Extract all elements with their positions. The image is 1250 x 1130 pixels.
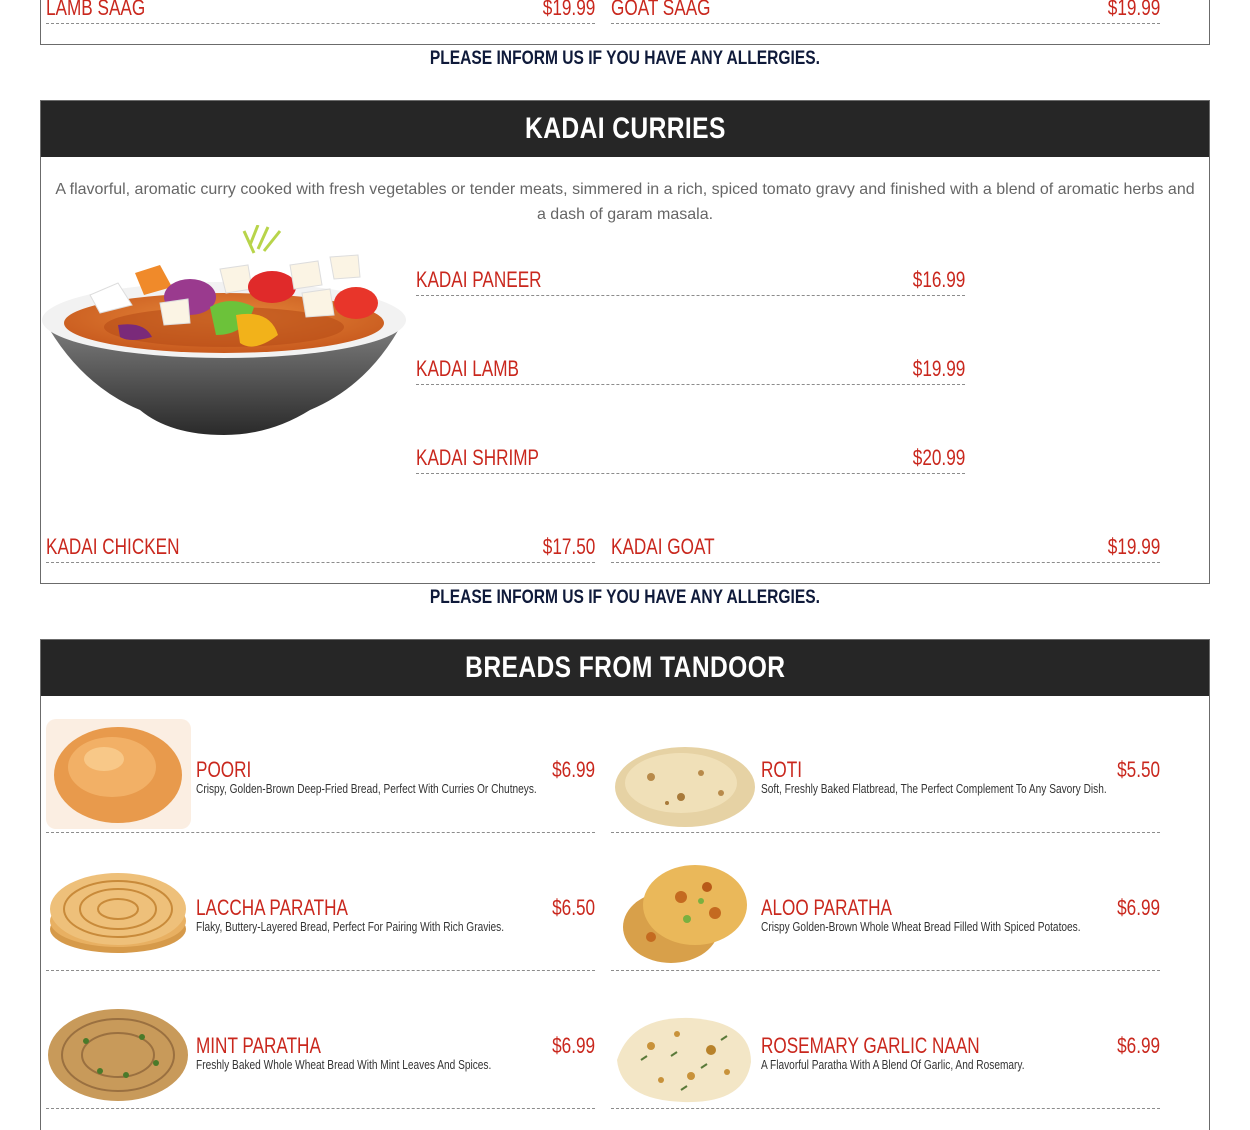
bread-item-aloo-paratha: [611, 833, 1160, 971]
bread-item-poori: [46, 695, 595, 833]
item-description: A Flavorful Paratha With A Blend Of Garlic, And Rosemary.: [761, 1057, 1025, 1072]
item-name: ALOO PARATHA: [761, 895, 892, 920]
section-header: [41, 101, 1209, 157]
item-description: Crispy, Golden-Brown Deep-Fried Bread, Perfect With Curries Or Chutneys.: [196, 781, 537, 796]
bread-item-roti: [611, 695, 1160, 833]
bread-item-mint-paratha: [46, 971, 595, 1109]
item-name: KADAI SHRIMP: [416, 445, 540, 470]
item-name: POORI: [196, 757, 252, 782]
item-price: $6.99: [552, 1033, 595, 1058]
item-name: GOAT SAAG: [611, 0, 711, 20]
menu-item-goat-saag: [611, 0, 1160, 24]
bread-item-laccha-paratha: [46, 833, 595, 971]
item-price: $6.50: [552, 895, 595, 920]
menu-item-kadai-lamb: [416, 355, 965, 385]
item-name: KADAI PANEER: [416, 267, 542, 292]
item-price: $6.99: [552, 757, 595, 782]
section-title: KADAI CURRIES: [524, 112, 726, 145]
item-description: Freshly Baked Whole Wheat Bread With Mint Leaves And Spices.: [196, 1057, 492, 1072]
bread-item-rosemary-garlic-naan: [611, 971, 1160, 1109]
item-name: ROSEMARY GARLIC NAAN: [761, 1033, 980, 1058]
item-description: Soft, Freshly Baked Flatbread, The Perfect Complement To Any Savory Dish.: [761, 781, 1107, 796]
menu-item-kadai-chicken: [46, 533, 595, 563]
section-title: BREADS FROM TANDOOR: [464, 651, 786, 684]
item-price: $6.99: [1117, 895, 1160, 920]
poori-image: [46, 719, 191, 829]
item-price: $19.99: [912, 356, 965, 381]
item-price: $6.99: [1117, 1033, 1160, 1058]
item-price: $17.50: [542, 534, 595, 559]
laccha-paratha-image: [46, 859, 191, 969]
allergy-notice: PLEASE INFORM US IF YOU HAVE ANY ALLERGIES.: [429, 48, 821, 69]
item-price: $20.99: [912, 445, 965, 470]
item-name: KADAI GOAT: [611, 534, 715, 559]
item-price: $19.99: [1107, 534, 1160, 559]
menu-item-kadai-goat: [611, 533, 1160, 563]
menu-item-kadai-paneer: [416, 266, 965, 296]
section-description: A flavorful, aromatic curry cooked with fresh vegetables or tender meats, simmered in a rich, spiced tomato gravy and finished with a blend of aromatic herbs and a dash of garam masala.: [55, 181, 1195, 223]
item-price: $16.99: [912, 267, 965, 292]
item-name: LAMB SAAG: [46, 0, 146, 20]
item-name: KADAI CHICKEN: [46, 534, 180, 559]
menu-item-kadai-shrimp: [416, 444, 965, 474]
mint-paratha-image: [46, 1001, 191, 1111]
item-name: MINT PARATHA: [196, 1033, 321, 1058]
item-name: ROTI: [761, 757, 802, 782]
item-description: Crispy Golden-Brown Whole Wheat Bread Filled With Spiced Potatoes.: [761, 919, 1081, 934]
item-name: KADAI LAMB: [416, 356, 519, 381]
rosemary-garlic-naan-image: [611, 1005, 756, 1115]
item-price: $5.50: [1117, 757, 1160, 782]
aloo-paratha-image: [611, 857, 756, 967]
item-name: LACCHA PARATHA: [196, 895, 348, 920]
item-price: $19.99: [542, 0, 595, 20]
kadai-curry-bowl-image: [40, 225, 408, 440]
roti-image: [611, 733, 756, 843]
allergy-notice: PLEASE INFORM US IF YOU HAVE ANY ALLERGIES.: [429, 587, 821, 608]
menu-item-lamb-saag: [46, 0, 595, 24]
item-price: $19.99: [1107, 0, 1160, 20]
item-description: Flaky, Buttery-Layered Bread, Perfect For Pairing With Rich Gravies.: [196, 919, 505, 934]
section-header: [41, 640, 1209, 696]
